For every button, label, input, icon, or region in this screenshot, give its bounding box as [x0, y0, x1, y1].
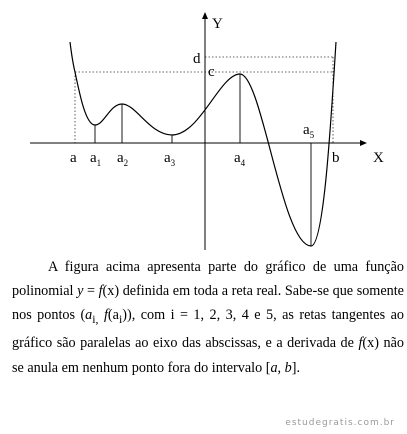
x-mark-a: a: [70, 150, 77, 166]
watermark: estudegratis.com.br: [285, 418, 395, 428]
x-mark-a4: $a_4$: [234, 150, 246, 168]
d-label: d: [193, 51, 201, 67]
x-mark-b: b: [332, 150, 340, 166]
y-axis-arrow: [202, 12, 208, 19]
question-paragraph: A figura acima apresenta parte do gráfico de uma função polinomial y = f(x) definida em toda a reta real. Sabe-se que somente nos pontos ($a_{i,}$ $f(a_i)$), com i = 1, 2, 3, 4 e 5, as retas tangentes ao gráfico são paralelas ao eixo das abscissas, e a derivada de f(x) não se anula em nenhum ponto fora do intervalo [a, b].: [12, 259, 404, 376]
x-axis-label: X: [373, 150, 384, 166]
x-mark-a5: $a_5$: [303, 122, 315, 140]
x-mark-a1: $a_1$: [90, 150, 102, 168]
c-label: c: [208, 64, 215, 80]
y-axis-label: Y: [212, 16, 223, 32]
question-text: [12, 255, 404, 380]
x-axis-arrow: [360, 140, 367, 146]
polynomial-curve: [70, 42, 336, 246]
x-mark-a3: $a_3$: [164, 150, 176, 168]
x-mark-a2: $a_2$: [117, 150, 129, 168]
